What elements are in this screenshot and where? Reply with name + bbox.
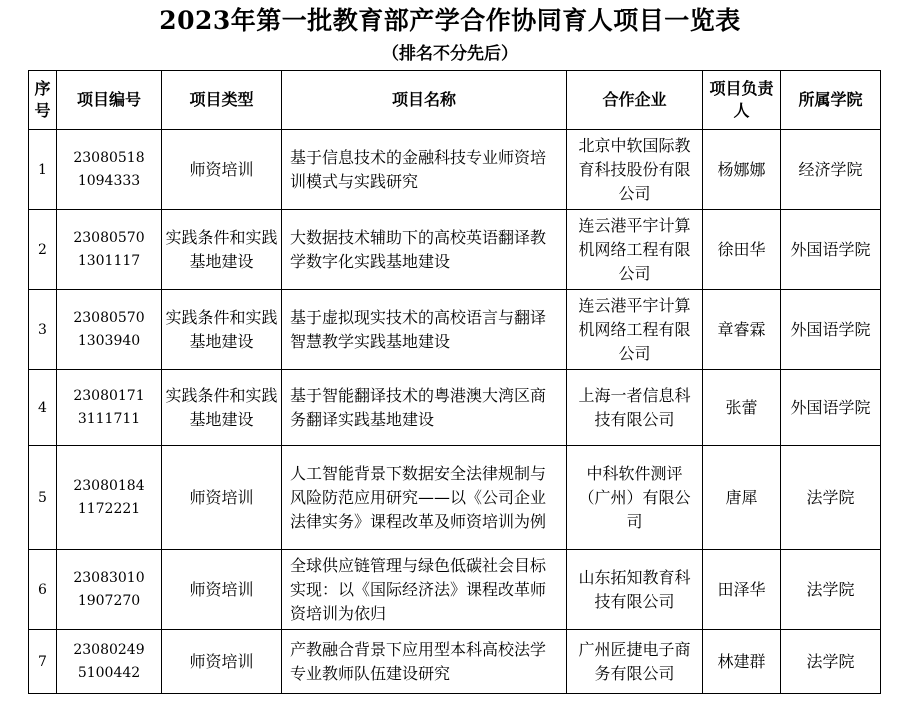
table-header-row: [29, 71, 881, 130]
row-type: 师资培训: [162, 550, 282, 630]
row-name: 产教融合背景下应用型本科高校法学专业教师队伍建设研究: [282, 630, 567, 694]
row-college: 外国语学院: [781, 370, 881, 446]
row-code: 23080249 5100442: [57, 630, 162, 694]
row-type: 师资培训: [162, 130, 282, 210]
row-company: 山东拓知教育科技有限公司: [567, 550, 703, 630]
row-leader: 田泽华: [703, 550, 781, 630]
row-company: 连云港平宇计算机网络工程有限公司: [567, 210, 703, 290]
row-index: 2: [29, 210, 57, 290]
row-company: 北京中软国际教育科技股份有限公司: [567, 130, 703, 210]
header-name: 项目名称: [282, 71, 567, 130]
table-row: [29, 290, 881, 370]
table-row: [29, 630, 881, 694]
row-code: 23080184 1172221: [57, 446, 162, 550]
row-type: 实践条件和实践基地建设: [162, 210, 282, 290]
row-leader: 林建群: [703, 630, 781, 694]
row-company: 上海一者信息科技有限公司: [567, 370, 703, 446]
row-type: 实践条件和实践基地建设: [162, 290, 282, 370]
header-leader: 项目负责人: [703, 71, 781, 130]
row-code: 23080518 1094333: [57, 130, 162, 210]
row-name: 人工智能背景下数据安全法律规制与风险防范应用研究——以《公司企业法律实务》课程改革及师资培训为例: [282, 446, 567, 550]
table-row: [29, 370, 881, 446]
row-leader: 张蕾: [703, 370, 781, 446]
table-row: [29, 130, 881, 210]
row-index: 6: [29, 550, 57, 630]
row-college: 法学院: [781, 550, 881, 630]
header-company: 合作企业: [567, 71, 703, 130]
row-index: 5: [29, 446, 57, 550]
page-subtitle: （排名不分先后）: [382, 44, 518, 64]
row-type: 师资培训: [162, 630, 282, 694]
row-college: 经济学院: [781, 130, 881, 210]
project-table: [28, 70, 881, 694]
row-college: 法学院: [781, 630, 881, 694]
row-name: 大数据技术辅助下的高校英语翻译教学数字化实践基地建设: [282, 210, 567, 290]
table-row: [29, 550, 881, 630]
row-code: 23080570 1301117: [57, 210, 162, 290]
row-name: 基于智能翻译技术的粤港澳大湾区商务翻译实践基地建设: [282, 370, 567, 446]
header-code: 项目编号: [57, 71, 162, 130]
row-index: 1: [29, 130, 57, 210]
row-name: 基于信息技术的金融科技专业师资培训模式与实践研究: [282, 130, 567, 210]
header-type: 项目类型: [162, 71, 282, 130]
row-leader: 徐田华: [703, 210, 781, 290]
row-leader: 章睿霖: [703, 290, 781, 370]
header-index: 序号: [29, 71, 57, 130]
row-code: 23080171 3111711: [57, 370, 162, 446]
row-index: 4: [29, 370, 57, 446]
row-name: 全球供应链管理与绿色低碳社会目标实现：以《国际经济法》课程改革师资培训为依归: [282, 550, 567, 630]
table-row: [29, 210, 881, 290]
row-college: 外国语学院: [781, 290, 881, 370]
row-code: 23080570 1303940: [57, 290, 162, 370]
row-index: 7: [29, 630, 57, 694]
row-leader: 唐犀: [703, 446, 781, 550]
row-code: 23083010 1907270: [57, 550, 162, 630]
table-row: [29, 446, 881, 550]
row-company: 中科软件测评（广州）有限公司: [567, 446, 703, 550]
row-type: 实践条件和实践基地建设: [162, 370, 282, 446]
row-college: 外国语学院: [781, 210, 881, 290]
row-name: 基于虚拟现实技术的高校语言与翻译智慧教学实践基地建设: [282, 290, 567, 370]
row-leader: 杨娜娜: [703, 130, 781, 210]
row-company: 广州匠捷电子商务有限公司: [567, 630, 703, 694]
page-title: 2023年第一批教育部产学合作协同育人项目一览表: [159, 6, 741, 35]
row-type: 师资培训: [162, 446, 282, 550]
row-college: 法学院: [781, 446, 881, 550]
row-index: 3: [29, 290, 57, 370]
header-college: 所属学院: [781, 71, 881, 130]
row-company: 连云港平宇计算机网络工程有限公司: [567, 290, 703, 370]
